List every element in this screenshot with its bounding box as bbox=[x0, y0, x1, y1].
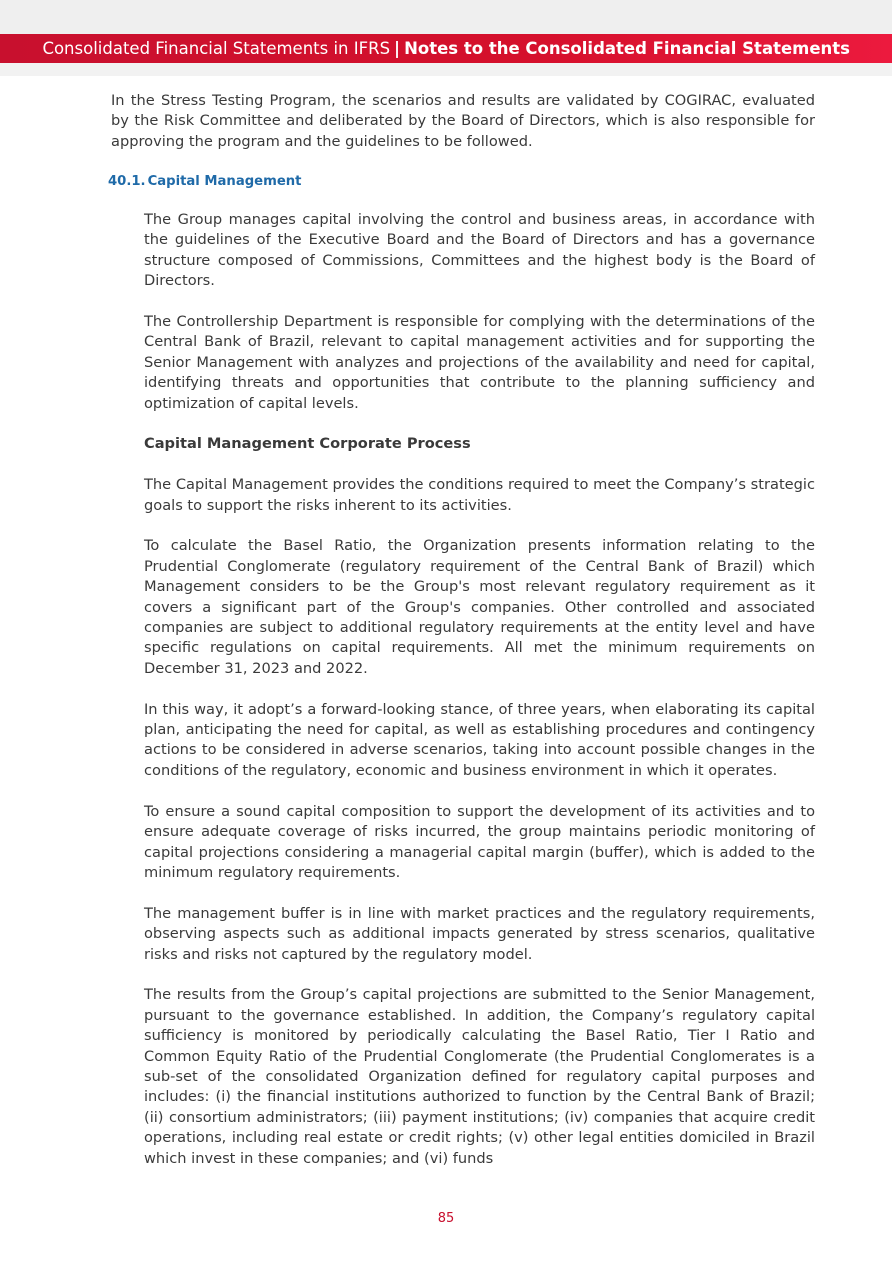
section-body bbox=[144, 210, 815, 1189]
header-title-left: Consolidated Financial Statements in IFRS bbox=[42, 39, 391, 58]
paragraph-capital-composition: To ensure a sound capital composition to support the development of its activities and to ensure adequate coverage of risks incurred, the group maintains periodic monitoring of capital projections considering a managerial capital margin (buffer), which is added to the minimum regulatory requirements. bbox=[144, 802, 815, 881]
paragraph-governance: The Group manages capital involving the control and business areas, in accordance with the guidelines of the Executive Board and the Board of Directors and has a governance structure composed of Commissions, Committees and the highest body is the Board of Directors. bbox=[144, 211, 815, 290]
header-shadow-band bbox=[0, 63, 892, 76]
header-separator: | bbox=[394, 39, 401, 58]
header-title bbox=[42, 39, 850, 59]
paragraph-basel-ratio: To calculate the Basel Ratio, the Organization presents information relating to the Prudential Conglomerate (regulatory requirement of the Central Bank of Brazil) which Management considers to be the Group's most relevant regulatory requirement as it covers a significant part of the Group's companies. Other controlled and associated companies are subject to additional regulatory requirements at the entity level and have specific regulations on capital requirements. All met the minimum requirements on December 31, 2023 and 2022. bbox=[144, 537, 815, 677]
section-title: Capital Management bbox=[147, 174, 302, 189]
paragraph-conditions: The Capital Management provides the conditions required to meet the Company’s strategic goals to support the risks inherent to its activities. bbox=[144, 476, 815, 514]
paragraph-controllership: The Controllership Department is responsible for complying with the determinations of the Central Bank of Brazil, relevant to capital management activities and for supporting the Senior Management with analyzes and projections of the availability and need for capital, identifying threats and opportunities that contribute to the planning sufficiency and optimization of capital levels. bbox=[144, 313, 815, 412]
header-bar bbox=[0, 34, 892, 63]
page-number: 85 bbox=[437, 1211, 455, 1226]
section-heading bbox=[108, 174, 302, 189]
header-title-right: Notes to the Consolidated Financial Statements bbox=[404, 39, 850, 58]
subheading-corporate-process: Capital Management Corporate Process bbox=[144, 435, 471, 453]
paragraph-forward-looking: In this way, it adopt’s a forward-looking stance, of three years, when elaborating its capital plan, anticipating the need for capital, as well as establishing procedures and contingency actions to be considered in adverse scenarios, taking into account possible changes in the conditions of the regulatory, economic and business environment in which it operates. bbox=[144, 700, 815, 779]
intro-paragraph: In the Stress Testing Program, the scenarios and results are validated by COGIRAC, evaluated by the Risk Committee and deliberated by the Board of Directors, which is also responsible for approving the program and the guidelines to be followed. bbox=[111, 92, 815, 150]
paragraph-management-buffer: The management buffer is in line with market practices and the regulatory requirements, observing aspects such as additional impacts generated by stress scenarios, qualitative risks and risks not captured by the regulatory model. bbox=[144, 904, 815, 963]
top-margin-band bbox=[0, 0, 892, 34]
section-number: 40.1. bbox=[108, 174, 146, 189]
paragraph-results: The results from the Group’s capital projections are submitted to the Senior Management, pursuant to the governance established. In addition, the Company’s regulatory capital sufficiency is monitored by periodically calculating the Basel Ratio, Tier I Ratio and Common Equity Ratio of the Prudential Conglomerate (the Prudential Conglomerates is a sub-set of the consolidated Organization defined for regulatory capital purposes and includes: (i) the financial institutions authorized to function by the Central Bank of Brazil; (ii) consortium administrators; (iii) payment institutions; (iv) companies that acquire credit operations, including real estate or credit rights; (v) other legal entities domiciled in Brazil which invest in these companies; and (vi) funds bbox=[144, 986, 815, 1167]
